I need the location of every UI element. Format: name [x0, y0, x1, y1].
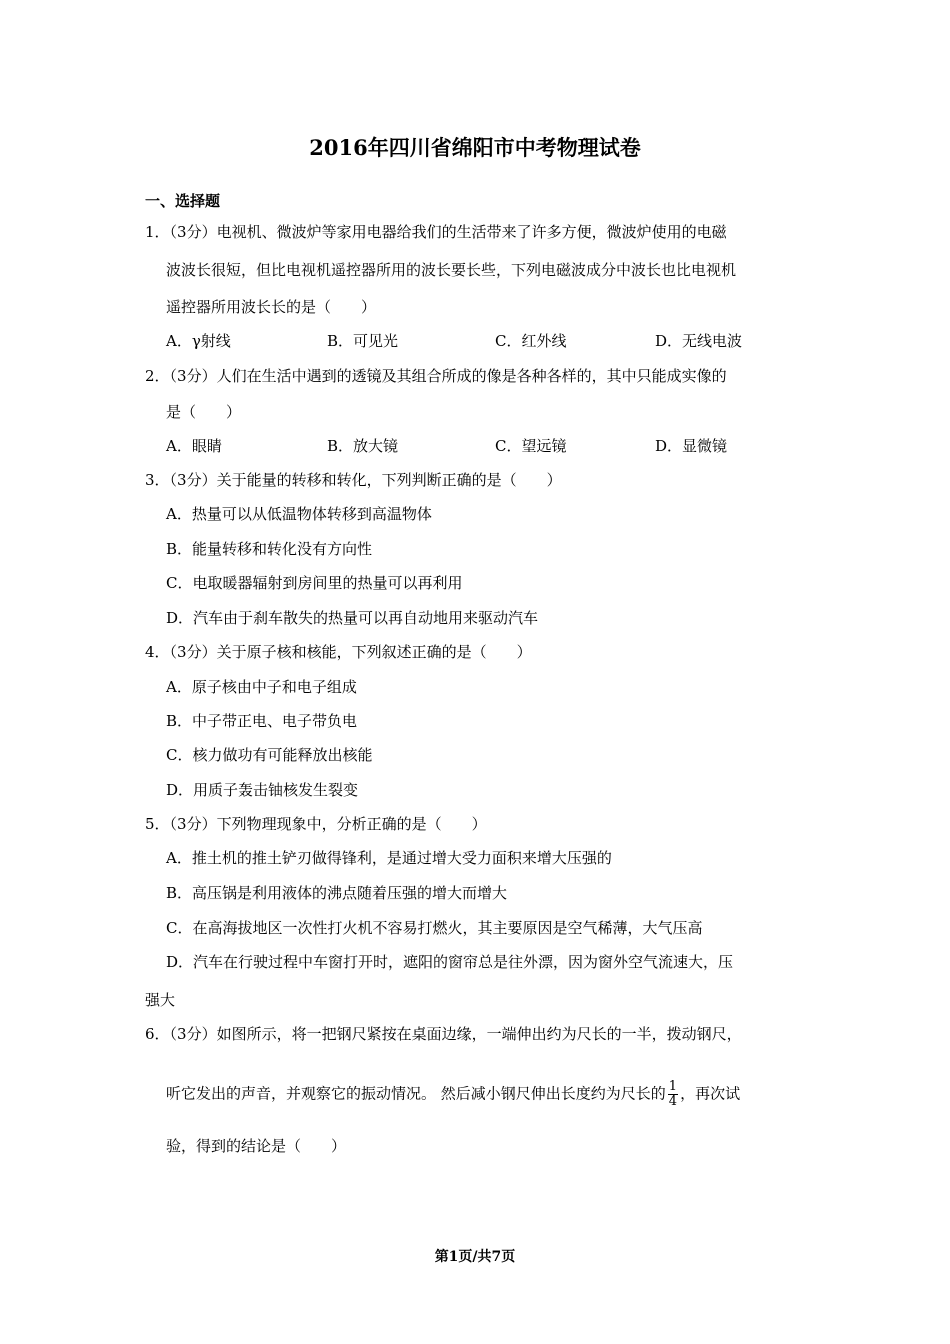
- fraction-denominator: 4: [668, 1094, 678, 1109]
- question-2-option-c: C．望远镜: [495, 437, 567, 455]
- question-2-option-a: A．眼睛: [166, 437, 222, 455]
- question-5-option-a: A．推土机的推土铲刃做得锋利，是通过增大受力面积来增大压强的: [166, 849, 612, 867]
- question-5-option-c: C．在高海拔地区一次性打火机不容易打燃火，其主要原因是空气稀薄，大气压高: [166, 919, 703, 937]
- question-3-option-d: D．汽车由于刹车散失的热量可以再自动地用来驱动汽车: [166, 609, 539, 627]
- question-6-line-3: 验，得到的结论是（ ）: [166, 1137, 347, 1155]
- question-2-line-2: 是（ ）: [166, 403, 242, 421]
- question-6-line-2: [166, 1080, 740, 1109]
- question-6-line-2-tail: ，再次试: [680, 1084, 741, 1103]
- question-1-option-c: C．红外线: [495, 332, 567, 350]
- question-6-line-2-text: 听它发出的声音，并观察它的振动情况。 然后减小钢尺伸出长度约为尺长的: [166, 1084, 666, 1103]
- question-5-option-d: D．汽车在行驶过程中车窗打开时，遮阳的窗帘总是往外漂，因为窗外空气流速大，压: [166, 953, 734, 971]
- question-5-option-d-continued: 强大: [145, 991, 176, 1009]
- question-1-option-a: A．γ射线: [166, 332, 231, 350]
- question-1-option-d: D．无线电波: [655, 332, 743, 350]
- question-4-option-c: C．核力做功有可能释放出核能: [166, 746, 373, 764]
- question-1-line-1: 1．（3分）电视机、微波炉等家用电器给我们的生活带来了许多方便，微波炉使用的电磁: [145, 223, 727, 241]
- question-3-option-a: A．热量可以从低温物体转移到高温物体: [166, 505, 432, 523]
- question-3-option-c: C．电取暖器辐射到房间里的热量可以再利用: [166, 574, 463, 592]
- fraction-one-quarter: [668, 1080, 678, 1109]
- question-2-line-1: 2．（3分）人们在生活中遇到的透镜及其组合所成的像是各种各样的，其中只能成实像的: [145, 367, 727, 385]
- page-title: 2016年四川省绵阳市中考物理试卷: [309, 135, 641, 160]
- question-5-option-b: B．高压锅是利用液体的沸点随着压强的增大而增大: [166, 884, 508, 902]
- fraction-numerator: 1: [668, 1079, 678, 1094]
- section-heading: 一、选择题: [145, 192, 221, 210]
- question-5-line-1: 5．（3分）下列物理现象中，分析正确的是（ ）: [145, 815, 487, 833]
- question-1-line-2: 波波长很短，但比电视机遥控器所用的波长要长些，下列电磁波成分中波长也比电视机: [166, 261, 737, 279]
- question-4-option-b: B．中子带正电、电子带负电: [166, 712, 358, 730]
- question-4-option-d: D．用质子轰击铀核发生裂变: [166, 781, 359, 799]
- question-3-option-b: B．能量转移和转化没有方向性: [166, 540, 373, 558]
- question-4-option-a: A．原子核由中子和电子组成: [166, 678, 357, 696]
- question-1-option-b: B．可见光: [327, 332, 399, 350]
- question-6-line-1: 6．（3分）如图所示，将一把钢尺紧按在桌面边缘，一端伸出约为尺长的一半，拨动钢尺，: [145, 1025, 742, 1043]
- page-footer: 第1页/共7页: [434, 1249, 516, 1265]
- question-3-line-1: 3．（3分）关于能量的转移和转化，下列判断正确的是（ ）: [145, 471, 562, 489]
- question-1-line-3: 遥控器所用波长长的是（ ）: [166, 298, 377, 316]
- question-4-line-1: 4．（3分）关于原子核和核能，下列叙述正确的是（ ）: [145, 643, 532, 661]
- question-2-option-d: D．显微镜: [655, 437, 728, 455]
- question-2-option-b: B．放大镜: [327, 437, 399, 455]
